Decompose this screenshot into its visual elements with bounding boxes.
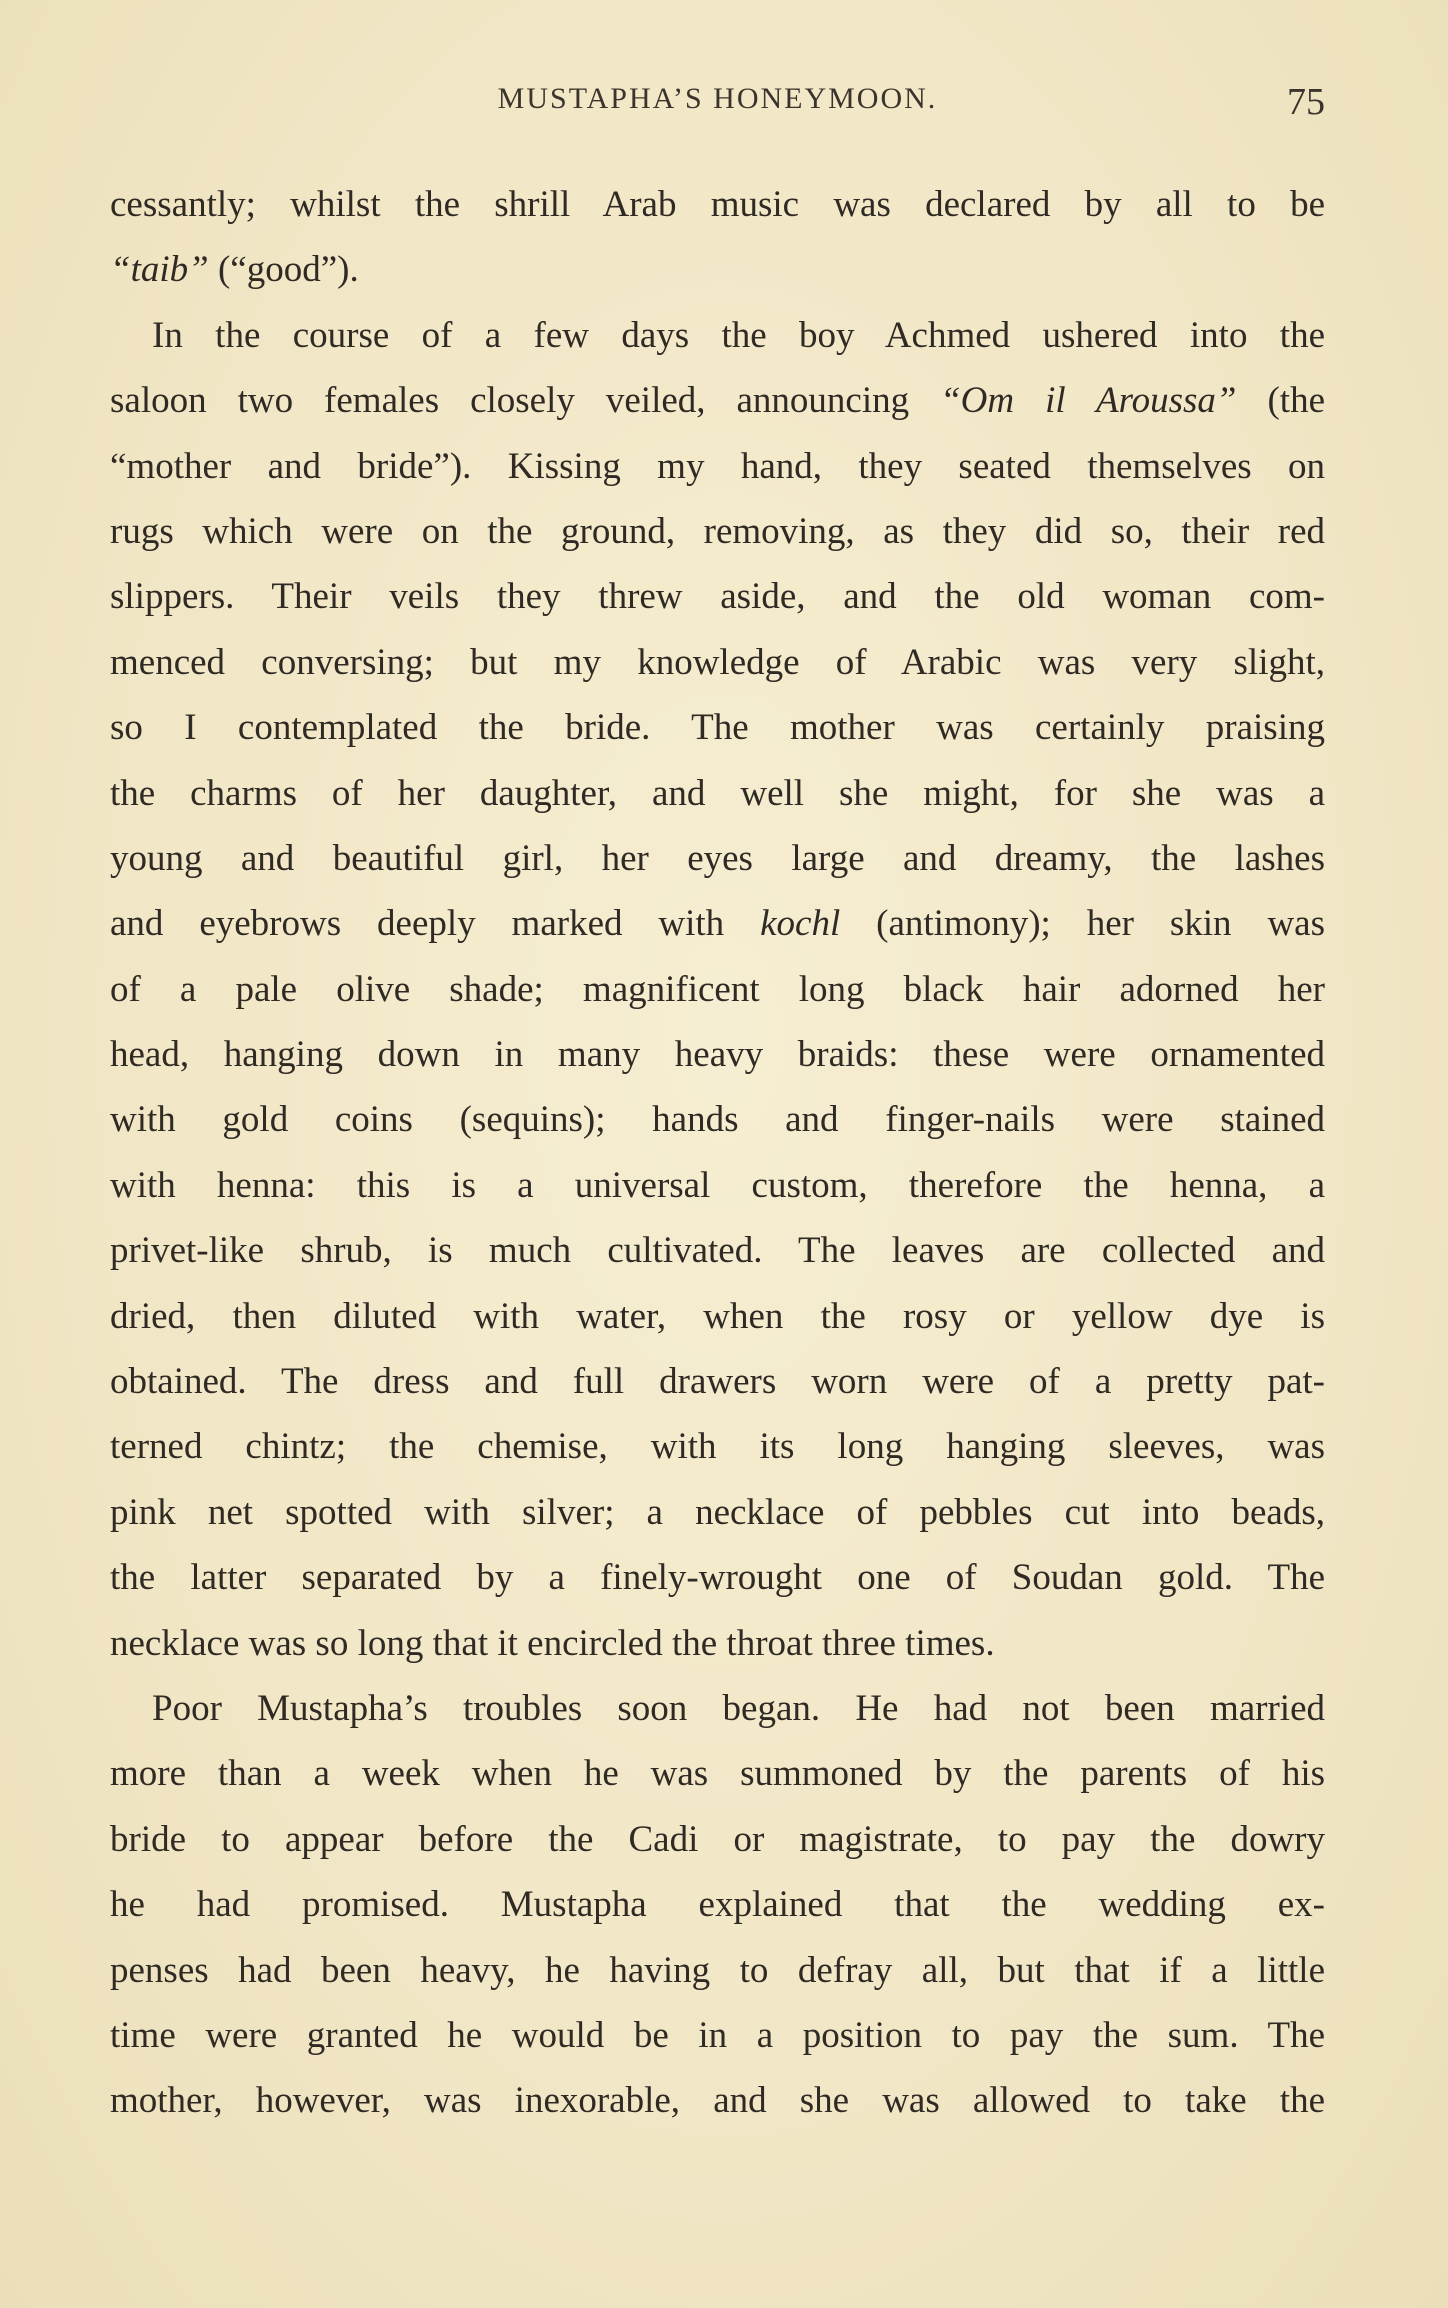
text-line: [110, 172, 1325, 237]
text-segment: menced conversing; but my knowledge of Arabic was very slight,: [110, 641, 1325, 683]
text-line: [110, 1480, 1325, 1545]
text-line: [110, 2068, 1325, 2133]
text-line: [110, 630, 1325, 695]
text-line: [110, 957, 1325, 1022]
text-line: [110, 368, 1325, 433]
text-line: [110, 1153, 1325, 1218]
text-segment: the latter separated by a finely-wrought one of Soudan gold. The: [110, 1557, 1325, 1599]
text-line: [110, 499, 1325, 564]
text-segment: slippers. Their veils they threw aside, and the old woman com-: [110, 576, 1325, 618]
text-segment: head, hanging down in many heavy braids: these were ornamented: [110, 1034, 1325, 1076]
text-segment: cessantly; whilst the shrill Arab music was declared by all to be: [110, 184, 1325, 225]
text-segment: In the course of a few days the boy Achmed ushered into the: [152, 314, 1325, 356]
text-line: [110, 891, 1325, 956]
text-line: [110, 1414, 1325, 1479]
page-number: 75: [1287, 81, 1325, 123]
text-segment: (antimony); her skin was: [840, 903, 1325, 945]
text-segment: more than a week when he was summoned by the parents of his: [110, 1753, 1325, 1795]
text-line: [110, 1676, 1325, 1741]
text-segment: time were granted he would be in a position to pay the sum. The: [110, 2014, 1325, 2056]
text-segment: he had promised. Mustapha explained that the wedding ex-: [110, 1884, 1325, 1926]
italic-text: kochl: [760, 903, 841, 945]
text-line: [110, 303, 1325, 368]
text-segment: obtained. The dress and full drawers worn were of a pretty pat-: [110, 1361, 1325, 1403]
italic-text: “taib”: [110, 249, 209, 291]
text-segment: the charms of her daughter, and well she might, for she was a: [110, 772, 1325, 814]
text-line: [110, 1284, 1325, 1349]
text-segment: of a pale olive shade; magnificent long black hair adorned her: [110, 968, 1325, 1010]
text-segment: bride to appear before the Cadi or magistrate, to pay the dowry: [110, 1818, 1325, 1860]
text-line: [110, 826, 1325, 891]
text-segment: penses had been heavy, he having to defray all, but that if a little: [110, 1949, 1325, 1991]
text-segment: terned chintz; the chemise, with its long hanging sleeves, was: [110, 1426, 1325, 1468]
text-line: [110, 1938, 1325, 2003]
text-segment: (“good”).: [208, 249, 359, 291]
text-line: [110, 1611, 1325, 1676]
text-line: [110, 1087, 1325, 1152]
text-segment: with gold coins (sequins); hands and finger-nails were stained: [110, 1099, 1325, 1141]
running-head: MUSTAPHA’S HONEYMOON.: [497, 82, 938, 115]
text-line: [110, 564, 1325, 629]
text-segment: mother, however, was inexorable, and she was allowed to take the: [110, 2080, 1325, 2122]
text-segment: dried, then diluted with water, when the rosy or yellow dye is: [110, 1295, 1325, 1337]
text-line: [110, 695, 1325, 760]
text-line: [110, 1741, 1325, 1806]
text-segment: privet-like shrub, is much cultivated. The leaves are collected and: [110, 1230, 1325, 1272]
text-segment: young and beautiful girl, her eyes large and dreamy, the lashes: [110, 837, 1325, 879]
text-line: [110, 1807, 1325, 1872]
text-segment: pink net spotted with silver; a necklace of pebbles cut into beads,: [110, 1491, 1325, 1533]
text-segment: necklace was so long that it encircled the throat three times.: [110, 1622, 995, 1664]
text-segment: rugs which were on the ground, removing, as they did so, their red: [110, 510, 1325, 552]
text-line: [110, 761, 1325, 826]
page-header: [110, 82, 1325, 132]
text-segment: and eyebrows deeply marked with: [110, 903, 761, 945]
text-segment: saloon two females closely veiled, announcing: [110, 380, 941, 422]
text-line: [110, 1872, 1325, 1937]
text-segment: (the: [1236, 380, 1325, 422]
text-line: [110, 2003, 1325, 2068]
text-line: [110, 434, 1325, 499]
text-line: [110, 1022, 1325, 1087]
text-line: [110, 1545, 1325, 1610]
text-line: [110, 237, 1325, 302]
italic-text: “Om il Aroussa”: [940, 380, 1237, 422]
text-line: [110, 1218, 1325, 1283]
text-segment: “mother and bride”). Kissing my hand, they seated themselves on: [110, 445, 1325, 487]
text-segment: with henna: this is a universal custom, therefore the henna, a: [110, 1164, 1325, 1206]
text-line: [110, 1349, 1325, 1414]
body-text: [110, 172, 1325, 2134]
text-segment: Poor Mustapha’s troubles soon began. He had not been married: [152, 1687, 1325, 1729]
text-segment: so I contemplated the bride. The mother was certainly praising: [110, 707, 1325, 749]
